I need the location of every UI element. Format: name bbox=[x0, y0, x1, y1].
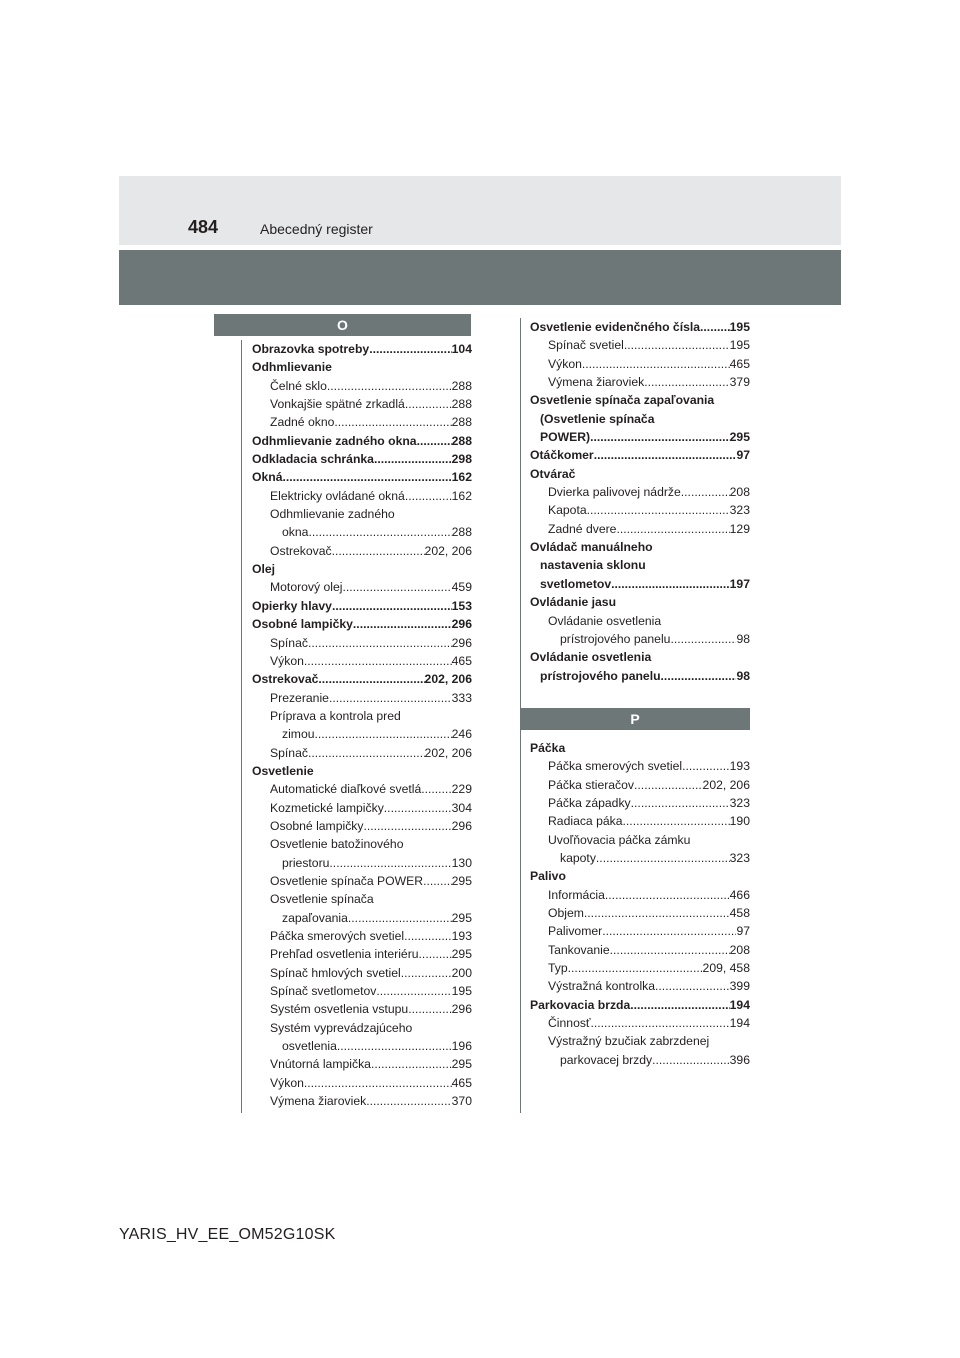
entry-page-ref: 97 bbox=[736, 924, 750, 939]
entry-page-ref: 229 bbox=[451, 782, 472, 797]
entry-page-ref: 195 bbox=[729, 338, 750, 353]
dot-leader bbox=[369, 340, 451, 358]
entry-page-ref: 288 bbox=[451, 378, 472, 393]
index-entry bbox=[252, 542, 472, 560]
entry-page-ref: 98 bbox=[736, 668, 750, 683]
index-entry bbox=[252, 468, 472, 486]
index-entry bbox=[252, 1037, 472, 1055]
entry-page-ref: 197 bbox=[729, 576, 750, 591]
index-entry bbox=[252, 578, 472, 596]
document-code: YARIS_HV_EE_OM52G10SK bbox=[119, 1226, 336, 1243]
entry-term: Osvetlenie spínača zapaľovania bbox=[530, 393, 715, 408]
entry-term: Obrazovka spotreby bbox=[252, 342, 370, 356]
index-entry bbox=[530, 849, 750, 867]
index-entry bbox=[252, 762, 472, 780]
index-entry bbox=[252, 340, 472, 358]
dot-leader bbox=[384, 799, 452, 817]
dot-leader bbox=[337, 1037, 452, 1055]
entry-term: Palivomer bbox=[548, 924, 603, 939]
dot-leader bbox=[342, 578, 451, 596]
entry-term: Výkon bbox=[270, 653, 304, 668]
dot-leader bbox=[405, 487, 452, 505]
entry-page-ref: 104 bbox=[451, 342, 472, 356]
dot-leader bbox=[308, 744, 425, 762]
index-entry bbox=[252, 799, 472, 817]
index-entry bbox=[252, 945, 472, 963]
entry-page-ref: 202, 206 bbox=[424, 543, 472, 558]
entry-term: Ovládanie jasu bbox=[530, 595, 617, 610]
dot-leader bbox=[582, 355, 730, 373]
entry-term: Spínač hmlových svetiel bbox=[270, 965, 401, 980]
index-entry bbox=[252, 1055, 472, 1073]
index-entry bbox=[252, 615, 472, 633]
entry-page-ref: 323 bbox=[729, 850, 750, 865]
entry-page-ref: 323 bbox=[729, 503, 750, 518]
dot-leader bbox=[631, 794, 730, 812]
dot-leader bbox=[404, 927, 452, 945]
entry-term: Odhmlievanie bbox=[252, 360, 332, 375]
entry-page-ref: 208 bbox=[729, 485, 750, 500]
index-entry bbox=[530, 667, 750, 685]
entry-term: Vonkajšie spätné zrkadlá bbox=[270, 397, 405, 412]
entry-term: Automatické diaľkové svetlá bbox=[270, 782, 422, 797]
dot-leader bbox=[363, 817, 451, 835]
entry-page-ref: 162 bbox=[451, 488, 472, 503]
index-entry bbox=[252, 689, 472, 707]
dot-leader bbox=[376, 982, 451, 1000]
entry-term: Dvierka palivovej nádrže bbox=[548, 485, 681, 500]
entry-term: Olej bbox=[252, 562, 276, 577]
entry-page-ref: 194 bbox=[729, 1016, 750, 1031]
entry-page-ref: 295 bbox=[451, 910, 472, 925]
dot-leader bbox=[568, 959, 703, 977]
entry-page-ref: 466 bbox=[729, 887, 750, 902]
entry-term: Parkovacia brzda bbox=[530, 997, 631, 1012]
index-entry bbox=[530, 812, 750, 830]
entry-term: Výkon bbox=[548, 356, 582, 371]
entry-page-ref: 196 bbox=[451, 1039, 472, 1054]
dot-leader bbox=[623, 812, 730, 830]
dot-leader bbox=[591, 1014, 730, 1032]
entry-page-ref: 209, 458 bbox=[702, 961, 750, 975]
entry-page-ref: 465 bbox=[729, 356, 750, 371]
dot-leader bbox=[308, 634, 452, 652]
entry-term: Kozmetické lampičky bbox=[270, 800, 384, 815]
entry-page-ref: 246 bbox=[451, 727, 472, 742]
dot-leader bbox=[366, 1092, 451, 1110]
index-entry bbox=[530, 1051, 750, 1069]
index-entry bbox=[252, 413, 472, 431]
index-entry bbox=[530, 922, 750, 940]
entry-term: Odhmlievanie zadného okna bbox=[252, 433, 417, 448]
entry-term: osvetlenia bbox=[282, 1039, 337, 1054]
entry-term: prístrojového panelu bbox=[540, 668, 661, 683]
entry-term: Odkladacia schránka bbox=[252, 452, 374, 467]
index-entry bbox=[252, 670, 472, 688]
column-rule-left bbox=[241, 340, 242, 1113]
index-column-right bbox=[530, 318, 750, 1069]
index-entry bbox=[530, 391, 750, 409]
entry-term: (Osvetlenie spínača bbox=[540, 411, 655, 426]
dot-leader bbox=[681, 483, 730, 501]
index-entry bbox=[252, 652, 472, 670]
index-entry bbox=[252, 597, 472, 615]
entry-term: Okná bbox=[252, 470, 283, 485]
index-entry bbox=[252, 523, 472, 541]
entry-term: POWER) bbox=[540, 430, 591, 445]
index-entry bbox=[252, 1074, 472, 1092]
entry-term: Kapota bbox=[548, 503, 587, 518]
entry-page-ref: 288 bbox=[451, 433, 472, 448]
index-entry bbox=[530, 483, 750, 501]
entry-page-ref: 295 bbox=[451, 1057, 472, 1072]
entry-term: Výstražná kontrolka bbox=[548, 979, 656, 994]
entry-term: Zadné okno bbox=[270, 415, 335, 430]
dot-leader bbox=[634, 776, 703, 794]
dot-leader bbox=[308, 523, 451, 541]
dot-leader bbox=[332, 542, 425, 560]
index-entry bbox=[530, 648, 750, 666]
dot-leader bbox=[405, 395, 452, 413]
dot-leader bbox=[334, 413, 451, 431]
index-entry bbox=[252, 982, 472, 1000]
index-entry bbox=[530, 794, 750, 812]
entry-page-ref: 296 bbox=[451, 818, 472, 833]
entry-term: Otvárač bbox=[530, 466, 576, 481]
dot-leader bbox=[371, 1055, 452, 1073]
entry-term: Palivo bbox=[530, 869, 566, 884]
entry-term: Čelné sklo bbox=[270, 378, 327, 393]
index-entry bbox=[530, 996, 750, 1014]
entry-page-ref: 98 bbox=[736, 631, 750, 646]
entry-term: Ovládanie osvetlenia bbox=[530, 650, 652, 665]
index-entry bbox=[530, 318, 750, 336]
section-letter-o: O bbox=[214, 314, 471, 336]
entry-term: Uvoľňovacia páčka zámku bbox=[548, 832, 691, 847]
index-group-p bbox=[530, 739, 750, 1069]
dot-leader bbox=[630, 996, 729, 1014]
entry-term: Výkon bbox=[270, 1075, 304, 1090]
entry-term: Výstražný bzučiak zabrzdenej bbox=[548, 1034, 710, 1049]
entry-term: Páčka stieračov bbox=[548, 777, 635, 792]
entry-page-ref: 296 bbox=[451, 617, 472, 632]
dot-leader bbox=[419, 945, 452, 963]
index-entry bbox=[530, 867, 750, 885]
entry-term: Prehľad osvetlenia interiéru bbox=[270, 947, 419, 962]
index-entry bbox=[530, 428, 750, 446]
entry-term: Výmena žiaroviek bbox=[548, 375, 645, 390]
index-entry bbox=[530, 465, 750, 483]
entry-term: parkovacej brzdy bbox=[560, 1052, 653, 1067]
index-entry bbox=[530, 776, 750, 794]
index-entry bbox=[252, 634, 472, 652]
index-entry bbox=[252, 780, 472, 798]
entry-term: Činnosť bbox=[548, 1016, 591, 1031]
entry-term: okna bbox=[282, 525, 309, 540]
entry-term: Opierky hlavy bbox=[252, 598, 332, 613]
entry-page-ref: 195 bbox=[451, 984, 472, 999]
dot-leader bbox=[590, 428, 730, 446]
entry-page-ref: 379 bbox=[729, 375, 750, 390]
index-entry bbox=[530, 1032, 750, 1050]
entry-term: Výmena žiaroviek bbox=[270, 1094, 367, 1109]
index-entry bbox=[530, 410, 750, 428]
index-entry bbox=[530, 501, 750, 519]
index-entry bbox=[252, 890, 472, 908]
index-entry bbox=[530, 538, 750, 556]
index-entry bbox=[530, 977, 750, 995]
index-entry bbox=[530, 886, 750, 904]
entry-page-ref: 295 bbox=[729, 430, 750, 445]
entry-page-ref: 296 bbox=[451, 1002, 472, 1017]
dot-leader bbox=[423, 872, 452, 890]
index-entry bbox=[252, 450, 472, 468]
index-entry bbox=[252, 1000, 472, 1018]
entry-term: prístrojového panelu bbox=[560, 631, 671, 646]
entry-term: Objem bbox=[548, 905, 584, 920]
dot-leader bbox=[304, 652, 452, 670]
index-group-o-continued bbox=[530, 318, 750, 685]
entry-page-ref: 288 bbox=[451, 397, 472, 412]
index-entry bbox=[252, 817, 472, 835]
index-entry bbox=[530, 575, 750, 593]
entry-term: Ostrekovač bbox=[270, 543, 332, 558]
entry-page-ref: 208 bbox=[729, 942, 750, 957]
index-entry bbox=[530, 612, 750, 630]
index-entry bbox=[252, 854, 472, 872]
entry-term: Otáčkomer bbox=[530, 448, 594, 463]
page-number: 484 bbox=[188, 217, 219, 237]
dot-leader bbox=[655, 977, 730, 995]
entry-term: Osvetlenie spínača POWER bbox=[270, 873, 424, 888]
index-entry bbox=[530, 355, 750, 373]
index-entry bbox=[252, 964, 472, 982]
entry-term: Typ bbox=[548, 961, 568, 975]
dot-leader bbox=[616, 520, 729, 538]
entry-page-ref: 295 bbox=[451, 947, 472, 962]
entry-term: Páčka smerových svetiel bbox=[548, 759, 683, 774]
entry-page-ref: 195 bbox=[729, 320, 750, 334]
index-entry bbox=[530, 1014, 750, 1032]
index-entry bbox=[252, 1019, 472, 1037]
index-entry bbox=[252, 395, 472, 413]
dot-leader bbox=[401, 964, 452, 982]
index-entry bbox=[252, 560, 472, 578]
index-entry bbox=[530, 630, 750, 648]
entry-page-ref: 194 bbox=[729, 997, 750, 1012]
entry-term: Systém vyprevádzajúceho bbox=[270, 1020, 413, 1035]
entry-page-ref: 130 bbox=[451, 855, 472, 870]
entry-term: Spínač bbox=[270, 635, 308, 650]
dot-leader bbox=[374, 450, 452, 468]
entry-term: Vnútorná lampička bbox=[270, 1057, 371, 1072]
entry-page-ref: 288 bbox=[451, 525, 472, 540]
dot-leader bbox=[670, 630, 736, 648]
dot-leader bbox=[304, 1074, 452, 1092]
entry-term: Spínač svetiel bbox=[548, 338, 624, 353]
dot-leader bbox=[417, 432, 452, 450]
entry-term: Odhmlievanie zadného bbox=[270, 507, 395, 522]
entry-page-ref: 288 bbox=[451, 415, 472, 430]
entry-term: Systém osvetlenia vstupu bbox=[270, 1002, 409, 1017]
index-entry bbox=[530, 593, 750, 611]
entry-term: Osobné lampičky bbox=[252, 617, 353, 632]
entry-page-ref: 295 bbox=[451, 873, 472, 888]
entry-term: Páčka smerových svetiel bbox=[270, 929, 405, 943]
index-entry bbox=[252, 487, 472, 505]
dot-leader bbox=[348, 909, 452, 927]
index-entry bbox=[252, 707, 472, 725]
dot-leader bbox=[652, 1051, 730, 1069]
dot-leader bbox=[327, 377, 452, 395]
entry-term: kapoty bbox=[560, 850, 596, 865]
entry-term: Tankovanie bbox=[548, 942, 610, 957]
entry-term: Motorový olej bbox=[270, 580, 343, 595]
dot-leader bbox=[610, 941, 730, 959]
entry-page-ref: 396 bbox=[729, 1052, 750, 1067]
index-entry bbox=[252, 909, 472, 927]
dot-leader bbox=[332, 597, 452, 615]
entry-term: Ostrekovač bbox=[252, 672, 319, 687]
index-entry bbox=[252, 1092, 472, 1110]
index-entry bbox=[252, 872, 472, 890]
dot-leader bbox=[408, 1000, 451, 1018]
entry-page-ref: 323 bbox=[729, 795, 750, 810]
dot-leader bbox=[587, 501, 730, 519]
entry-page-ref: 129 bbox=[729, 521, 750, 536]
entry-term: Radiaca páka bbox=[548, 814, 623, 829]
entry-page-ref: 458 bbox=[729, 905, 750, 920]
entry-term: Osobné lampičky bbox=[270, 818, 364, 833]
entry-page-ref: 399 bbox=[729, 979, 750, 994]
entry-term: Informácia bbox=[548, 887, 605, 902]
dot-leader bbox=[644, 373, 729, 391]
entry-term: Spínač svetlometov bbox=[270, 984, 377, 999]
entry-term: Osvetlenie batožinového bbox=[270, 837, 404, 852]
dot-leader bbox=[596, 849, 730, 867]
page-title: Abecedný register bbox=[260, 221, 373, 237]
index-entry bbox=[530, 959, 750, 977]
entry-page-ref: 333 bbox=[451, 690, 472, 705]
index-entry bbox=[252, 927, 472, 945]
entry-term: Prezeranie bbox=[270, 690, 329, 705]
dot-leader bbox=[682, 757, 730, 775]
header-top-band bbox=[119, 176, 841, 245]
dot-leader bbox=[329, 854, 451, 872]
index-column-left bbox=[252, 340, 472, 1110]
index-entry bbox=[252, 725, 472, 743]
entry-page-ref: 190 bbox=[729, 814, 750, 829]
index-entry bbox=[252, 432, 472, 450]
dot-leader bbox=[329, 689, 452, 707]
entry-page-ref: 202, 206 bbox=[702, 777, 750, 792]
entry-page-ref: 304 bbox=[451, 800, 472, 815]
entry-term: Páčka bbox=[530, 740, 566, 755]
entry-term: Osvetlenie evidenčného čísla bbox=[530, 320, 701, 334]
index-entry bbox=[252, 505, 472, 523]
dot-leader bbox=[605, 886, 730, 904]
entry-term: zapaľovania bbox=[282, 910, 348, 925]
entry-page-ref: 370 bbox=[451, 1094, 472, 1109]
entry-page-ref: 465 bbox=[451, 1075, 472, 1090]
dot-leader bbox=[421, 780, 451, 798]
entry-page-ref: 193 bbox=[729, 759, 750, 774]
entry-page-ref: 465 bbox=[451, 653, 472, 668]
entry-term: Ovládanie osvetlenia bbox=[548, 613, 662, 628]
index-entry bbox=[530, 446, 750, 464]
entry-page-ref: 459 bbox=[451, 580, 472, 595]
entry-term: Osvetlenie spínača bbox=[270, 892, 374, 907]
dot-leader bbox=[282, 468, 451, 486]
dot-leader bbox=[602, 922, 736, 940]
header-bar bbox=[119, 250, 841, 305]
index-entry bbox=[252, 835, 472, 853]
entry-page-ref: 202, 206 bbox=[424, 745, 472, 760]
entry-page-ref: 296 bbox=[451, 635, 472, 650]
index-entry bbox=[530, 831, 750, 849]
entry-term: Ovládač manuálneho bbox=[530, 540, 653, 555]
dot-leader bbox=[584, 904, 730, 922]
dot-leader bbox=[700, 318, 730, 336]
index-entry bbox=[530, 556, 750, 574]
dot-leader bbox=[624, 336, 730, 354]
entry-term: nastavenia sklonu bbox=[540, 558, 646, 573]
entry-term: zimou bbox=[282, 727, 315, 742]
entry-page-ref: 162 bbox=[451, 470, 472, 485]
entry-term: Páčka západky bbox=[548, 795, 631, 810]
index-entry bbox=[252, 358, 472, 376]
entry-term: priestoru bbox=[282, 855, 330, 870]
entry-page-ref: 193 bbox=[451, 929, 472, 943]
entry-page-ref: 153 bbox=[451, 598, 472, 613]
entry-term: Osvetlenie bbox=[252, 763, 314, 778]
entry-term: Spínač bbox=[270, 745, 308, 760]
index-entry bbox=[252, 377, 472, 395]
entry-term: Príprava a kontrola pred bbox=[270, 708, 401, 723]
dot-leader bbox=[353, 615, 452, 633]
dot-leader bbox=[611, 575, 730, 593]
dot-leader bbox=[594, 446, 737, 464]
section-letter-p: P bbox=[520, 708, 750, 730]
index-entry bbox=[530, 904, 750, 922]
dot-leader bbox=[315, 725, 452, 743]
index-entry bbox=[530, 373, 750, 391]
dot-leader bbox=[318, 670, 424, 688]
dot-leader bbox=[661, 667, 737, 685]
index-entry bbox=[530, 520, 750, 538]
index-entry bbox=[252, 744, 472, 762]
entry-page-ref: 298 bbox=[451, 452, 472, 467]
index-entry bbox=[530, 757, 750, 775]
index-entry bbox=[530, 739, 750, 757]
entry-term: svetlometov bbox=[540, 576, 612, 591]
entry-term: Zadné dvere bbox=[548, 521, 617, 536]
entry-term: Elektricky ovládané okná bbox=[270, 488, 405, 503]
index-entry bbox=[530, 941, 750, 959]
index-entry bbox=[530, 336, 750, 354]
entry-page-ref: 97 bbox=[736, 448, 750, 463]
entry-page-ref: 200 bbox=[451, 965, 472, 980]
entry-page-ref: 202, 206 bbox=[424, 672, 472, 687]
